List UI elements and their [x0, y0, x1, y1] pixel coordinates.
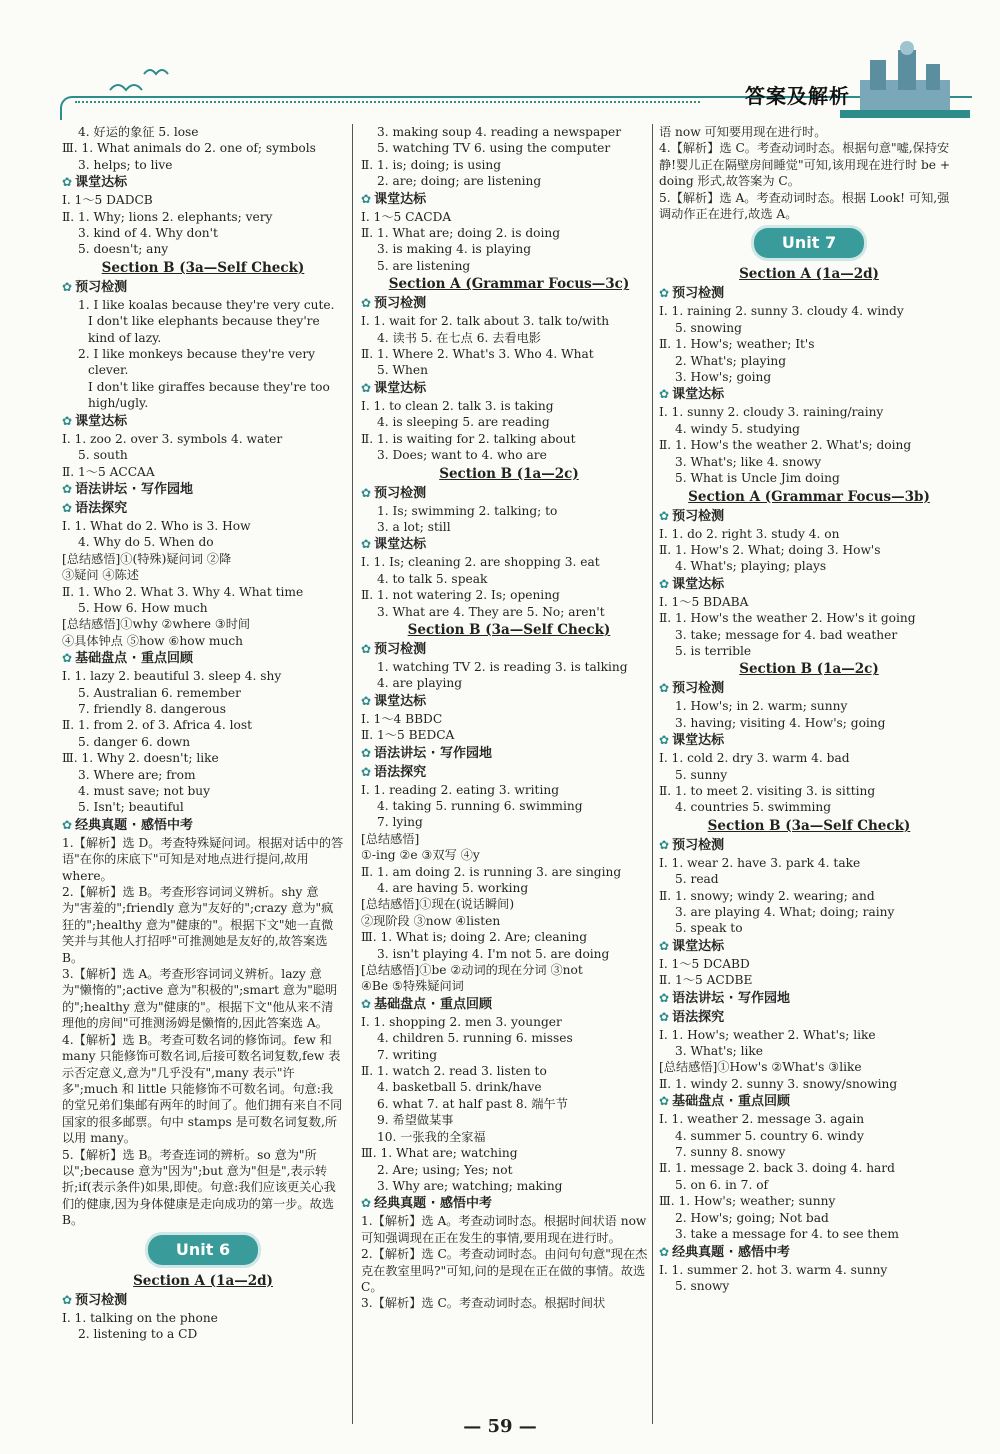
section-heading: Section B (3a—Self Check)	[707, 817, 911, 834]
answer-line: Ⅱ. 1. is; doing; is using	[361, 157, 502, 172]
explanation-paragraph: 3.【解析】选 C。考查动词时态。根据时间状	[361, 1296, 606, 1311]
answer-line: Ⅰ. 1. do 2. right 3. study 4. on	[659, 526, 840, 541]
answer-line: [总结感悟]①(特殊)疑问词 ②降	[62, 551, 232, 566]
answer-line: Ⅰ. 1. wear 2. have 3. park 4. take	[659, 855, 861, 870]
section-heading: Section B (3a—Self Check)	[407, 621, 611, 638]
answer-line: 5. is terrible	[675, 643, 752, 658]
section-heading: Section B (1a—2c)	[439, 465, 579, 482]
section-label-text: 预习检测	[672, 681, 725, 697]
answer-line: 3. having; visiting 4. How's; going	[675, 715, 886, 730]
column-middle	[352, 124, 657, 1424]
section-heading: Section A (1a—2d)	[739, 266, 879, 283]
answer-line: Ⅰ. 1～5 DCABD	[659, 956, 750, 971]
answer-line: 5. danger 6. down	[78, 734, 191, 749]
flower-icon: ✿	[361, 485, 372, 500]
answer-line: [总结感悟]①why ②where ③时间	[62, 617, 251, 632]
answer-line: 7. lying	[377, 815, 423, 830]
answer-line: 4. to talk 5. speak	[377, 571, 488, 586]
answer-line: 5. are listening	[377, 258, 471, 273]
answer-line: Ⅲ. 1. What animals do 2. one of; symbols	[62, 141, 316, 156]
section-label-text: 课堂达标	[374, 380, 427, 396]
answer-line: 7. friendly 8. dangerous	[78, 701, 226, 716]
section-label-text: 预习检测	[672, 837, 725, 853]
section-label	[62, 1291, 344, 1310]
answer-line: 3. making soup 4. reading a newspaper	[377, 125, 622, 139]
answer-line: ③疑问 ④陈述	[62, 568, 139, 583]
answer-line: 5. south	[78, 448, 128, 463]
answer-line: ④Be ⑤特殊疑问词	[361, 979, 464, 994]
section-label-text: 预习检测	[374, 641, 427, 657]
section-label	[361, 484, 657, 503]
answer-line: 4. windy 5. studying	[675, 421, 800, 436]
section-label-text: 语法探究	[672, 1009, 725, 1025]
section-label	[361, 692, 657, 711]
answer-line: Ⅱ. 1. from 2. of 3. Africa 4. lost	[62, 718, 253, 733]
answer-line: 2. What's; playing	[675, 353, 787, 368]
answer-line: 5. Isn't; beautiful	[78, 800, 184, 815]
section-label-text: 经典真题 · 感悟中考	[672, 1244, 791, 1260]
flower-icon: ✿	[62, 1292, 73, 1307]
column-right	[652, 124, 959, 1424]
explanation-paragraph: 1.【解析】选 A。考查动词时态。根据时间状语 now 可知强调现在正在发生的事情,要用现在进行时。	[361, 1214, 647, 1245]
answer-line: 3. What's; like 4. snowy	[675, 454, 822, 469]
answer-line: 1. How's; in 2. warm; sunny	[675, 699, 848, 714]
flower-icon: ✿	[659, 938, 670, 953]
answer-line: Ⅰ. 1～5 DADCB	[62, 193, 153, 208]
answer-line: Ⅱ. 1. How's the weather 2. How's it going	[659, 611, 916, 626]
answer-line: 5. snowing	[675, 320, 742, 335]
answer-line: Ⅰ. 1. weather 2. message 3. again	[659, 1112, 865, 1127]
answer-line: Ⅱ. 1. to meet 2. visiting 3. is sitting	[659, 783, 876, 798]
answer-line: clever.	[88, 363, 129, 378]
answer-line: kind of lazy.	[88, 330, 162, 345]
section-label-text: 预习检测	[75, 1292, 128, 1308]
section-label-text: 课堂达标	[374, 693, 427, 709]
answer-line: Ⅱ. 1. Who 2. What 3. Why 4. What time	[62, 584, 304, 599]
flower-icon: ✿	[659, 681, 670, 696]
section-label	[361, 995, 657, 1014]
unit-heading: Unit 7	[754, 228, 864, 258]
answer-line: 5. sunny	[675, 767, 728, 782]
answer-line: 2. listening to a CD	[78, 1326, 198, 1341]
section-label-text: 语法讲坛 · 写作园地	[672, 990, 791, 1006]
answer-line: ②现阶段 ③now ④listen	[361, 913, 501, 928]
birds-icon	[100, 60, 180, 100]
answer-line: Ⅰ. 1. cold 2. dry 3. warm 4. bad	[659, 751, 850, 766]
answer-line: Ⅱ. 1～5 ACDBE	[659, 973, 753, 988]
section-label	[62, 278, 344, 297]
answer-line: 4. is sleeping 5. are reading	[377, 415, 550, 430]
flower-icon: ✿	[659, 508, 670, 523]
answer-line: [总结感悟]	[361, 831, 420, 846]
explanation-paragraph: 1.【解析】选 D。考查特殊疑问词。根据对话中的答语"在你的床底下"可知是对地点进行提问,故用 where。	[62, 835, 344, 883]
answer-line: 3. isn't playing 4. I'm not 5. are doing	[377, 946, 610, 961]
answer-line: 4. summer 5. country 6. windy	[675, 1128, 864, 1143]
section-label	[62, 412, 344, 431]
answer-line: Ⅰ. 1. to clean 2. talk 3. is taking	[361, 398, 554, 413]
answer-line: Ⅱ. 1. watch 2. read 3. listen to	[361, 1064, 547, 1079]
flower-icon: ✿	[62, 817, 73, 832]
answer-line: 4. are having 5. working	[377, 881, 529, 895]
page-title: 答案及解析	[745, 84, 850, 108]
answer-line: [总结感悟]①How's ②What's ③like	[659, 1060, 862, 1075]
flower-icon: ✿	[659, 990, 670, 1005]
answer-line: 2. Are; using; Yes; not	[377, 1162, 513, 1177]
flower-icon: ✿	[62, 500, 73, 515]
answer-line: Ⅰ. 1. zoo 2. over 3. symbols 4. water	[62, 431, 283, 446]
section-label	[659, 836, 959, 855]
flower-icon: ✿	[659, 733, 670, 748]
section-label	[659, 679, 959, 698]
page-number: — 59 —	[463, 1416, 537, 1437]
flower-icon: ✿	[659, 576, 670, 591]
answer-line: Ⅱ. 1～5 BEDCA	[361, 728, 455, 743]
answer-line: 3. a lot; still	[377, 519, 451, 534]
section-heading: Section A (1a—2d)	[133, 1272, 273, 1289]
answer-line: Ⅱ. 1. is waiting for 2. talking about	[361, 431, 576, 446]
section-label-text: 预习检测	[374, 296, 427, 312]
answer-line: 10. 一张我的全家福	[377, 1129, 486, 1144]
answer-line: 5. snowy	[675, 1278, 730, 1293]
answer-line: Ⅰ. 1. talking on the phone	[62, 1310, 218, 1325]
section-heading: Section B (3a—Self Check)	[101, 259, 305, 276]
answer-line: Ⅲ. 1. How's; weather; sunny	[659, 1194, 836, 1209]
answer-line: Ⅱ. 1. How's the weather 2. What's; doing	[659, 438, 912, 453]
answer-line: Ⅰ. 1. What do 2. Who is 3. How	[62, 518, 251, 533]
section-label-text: 课堂达标	[672, 733, 725, 749]
answer-line: ④具体钟点 ⑤how ⑥how much	[62, 633, 243, 648]
section-label	[659, 1008, 959, 1027]
explanation-paragraph: 2.【解析】选 C。考查动词时态。由问句句意"现在杰克在教室里吗?"可知,问的是现在正在做的事情。故选 C。	[361, 1247, 648, 1294]
answer-line: Ⅱ. 1. What are; doing 2. is doing	[361, 226, 561, 241]
answer-line: 1. I like koalas because they're very cute.	[78, 297, 335, 312]
answer-line: 6. what 7. at half past 8. 端午节	[377, 1096, 568, 1111]
unit-heading: Unit 6	[148, 1235, 258, 1265]
answer-line: ①-ing ②e ③双写 ④y	[361, 848, 480, 863]
answer-line: 5. read	[675, 872, 719, 887]
answer-line: 5. on 6. in 7. of	[675, 1177, 769, 1192]
answer-line: Ⅰ. 1. reading 2. eating 3. writing	[361, 782, 559, 797]
section-label-text: 基础盘点 · 重点回顾	[672, 1094, 791, 1110]
answer-line: Ⅰ. 1. summer 2. hot 3. warm 4. sunny	[659, 1262, 888, 1277]
answer-line: 3. is making 4. is playing	[377, 242, 532, 257]
answer-line: Ⅲ. 1. Why 2. doesn't; like	[62, 751, 219, 766]
answer-line: 2. are; doing; are listening	[377, 174, 542, 189]
answer-line: 4. are playing	[377, 676, 463, 691]
flower-icon: ✿	[62, 651, 73, 666]
answer-line: [总结感悟]①be ②动词的现在分词 ③not	[361, 963, 583, 978]
answer-line: I don't like elephants because they're	[88, 314, 320, 329]
explanation-paragraph: 5.【解析】选 B。考查连词的辨析。so 意为"所以";because 意为"因为";but 意为"但是",表示转折;if(表示条件)如果,即使。句意:我们应该更关心我们的健康,因为身体健康是走向成功的第一步。故选 B。	[62, 1147, 336, 1228]
section-label	[62, 649, 344, 668]
column-left	[62, 124, 344, 1342]
section-label-text: 课堂达标	[75, 413, 128, 429]
section-label	[361, 294, 657, 313]
flower-icon: ✿	[361, 764, 372, 779]
section-label-text: 课堂达标	[672, 938, 725, 954]
answer-line: 2. How's; going; Not bad	[675, 1210, 829, 1225]
explanation-paragraph: 4.【解析】选 C。考查动词时态。根据句意"嘘,保持安静!婴儿正在隔壁房间睡觉"可知,该用现在进行时 be + doing 形式,故答案为 C。	[659, 141, 951, 189]
answer-line: Ⅰ. 1. raining 2. sunny 3. cloudy 4. windy	[659, 304, 904, 319]
section-label-text: 语法探究	[75, 500, 128, 516]
section-label-text: 课堂达标	[75, 175, 128, 191]
answer-line: Ⅱ. 1. snowy; windy 2. wearing; and	[659, 888, 875, 903]
answer-line: 4. basketball 5. drink/have	[377, 1080, 542, 1095]
explanation-paragraph: 5.【解析】选 A。考查动词时态。根据 Look! 可知,强调动作正在进行,故选 A。	[659, 190, 950, 222]
section-label-text: 语法讲坛 · 写作园地	[374, 745, 493, 761]
section-label	[62, 816, 344, 835]
answer-line: Ⅱ. 1. How's 2. What; doing 3. How's	[659, 542, 881, 557]
section-label	[361, 379, 657, 398]
answer-line: Ⅰ. 1～5 BDABA	[659, 594, 749, 609]
flower-icon: ✿	[62, 413, 73, 428]
answer-line: Ⅰ. 1～4 BBDC	[361, 711, 443, 726]
explanation-paragraph: 2.【解析】选 B。考查形容词词义辨析。shy 意为"害羞的";friendly 意为"友好的";crazy 意为"疯狂的";healthy 意为"健康的"。根据下文"她一直微笑并与其他人打招呼"可推测她是友好的,故答案选 B。	[62, 885, 334, 965]
flower-icon: ✿	[361, 641, 372, 656]
flower-icon: ✿	[659, 286, 670, 301]
flower-icon: ✿	[361, 537, 372, 552]
flower-icon: ✿	[659, 837, 670, 852]
flower-icon: ✿	[659, 1009, 670, 1024]
flower-icon: ✿	[361, 191, 372, 206]
answer-line: 7. sunny 8. snowy	[675, 1145, 786, 1160]
section-label	[62, 480, 344, 499]
section-label	[62, 173, 344, 192]
section-label-text: 经典真题 · 感悟中考	[75, 817, 194, 833]
answer-line: Ⅱ. 1. message 2. back 3. doing 4. hard	[659, 1161, 895, 1176]
answer-line: [总结感悟]①现在(说话瞬间)	[361, 897, 515, 912]
section-label	[361, 640, 657, 659]
answer-line: Ⅰ. 1. How's; weather 2. What's; like	[659, 1027, 876, 1042]
answer-line: 7. writing	[377, 1047, 438, 1062]
answer-line: 3. take a message for 4. to see them	[675, 1227, 899, 1242]
section-label	[361, 535, 657, 554]
answer-line: 3. Does; want to 4. who are	[377, 448, 547, 463]
answer-line: Ⅱ. 1. not watering 2. Is; opening	[361, 588, 560, 603]
answer-line: 3. take; message for 4. bad weather	[675, 627, 898, 642]
answer-line: 3. Where are; from	[78, 767, 196, 782]
flower-icon: ✿	[361, 996, 372, 1011]
castle-illustration-icon	[840, 40, 970, 118]
answer-line: I don't like giraffes because they're too	[88, 379, 330, 394]
section-label-text: 预习检测	[374, 485, 427, 501]
answer-line: 3. helps; to live	[78, 157, 173, 172]
answer-line: 1. watching TV 2. is reading 3. is talking	[377, 659, 628, 674]
section-label	[361, 763, 657, 782]
answer-line: 9. 希望做某事	[377, 1113, 454, 1128]
answer-line: 4. taking 5. running 6. swimming	[377, 798, 583, 813]
answer-line: 4. must save; not buy	[78, 784, 211, 798]
answer-line: Ⅱ. 1～5 ACCAA	[62, 464, 155, 479]
section-label-text: 预习检测	[672, 508, 725, 524]
section-heading: Section A (Grammar Focus—3b)	[688, 488, 930, 505]
flower-icon: ✿	[62, 175, 73, 190]
flower-icon: ✿	[361, 380, 372, 395]
answer-line: 3. What's; like	[675, 1044, 764, 1059]
section-label	[659, 731, 959, 750]
flower-icon: ✿	[659, 1244, 670, 1259]
section-label	[659, 1243, 959, 1262]
section-label	[659, 385, 959, 404]
answer-line: 3. What are 4. They are 5. No; aren't	[377, 604, 605, 619]
answer-line: Ⅱ. 1. am doing 2. is running 3. are singing	[361, 864, 622, 879]
flower-icon: ✿	[659, 1094, 670, 1109]
answer-line: 3. kind of 4. Why don't	[78, 226, 218, 241]
answer-line: 1. Is; swimming 2. talking; to	[377, 503, 558, 518]
section-label-text: 基础盘点 · 重点回顾	[75, 651, 194, 667]
answer-line: 5. How 6. How much	[78, 600, 208, 615]
answer-line: 3. are playing 4. What; doing; rainy	[675, 905, 895, 919]
header-dotted-line	[75, 101, 700, 105]
answer-line: 5. Australian 6. remember	[78, 685, 241, 700]
answer-line: high/ugly.	[88, 396, 149, 411]
answer-line: 3. How's; going	[675, 370, 772, 385]
flower-icon: ✿	[361, 296, 372, 311]
section-label-text: 语法讲坛 · 写作园地	[75, 481, 194, 497]
section-heading: Section B (1a—2c)	[739, 661, 879, 678]
answer-line: 5. watching TV 6. using the computer	[377, 141, 611, 156]
answer-line: Ⅱ. 1. Where 2. What's 3. Who 4. What	[361, 347, 594, 362]
answer-line: Ⅰ. 1. lazy 2. beautiful 3. sleep 4. shy	[62, 669, 282, 684]
section-label-text: 经典真题 · 感悟中考	[374, 1196, 493, 1212]
answer-line: 4. countries 5. swimming	[675, 800, 832, 815]
section-label-text: 课堂达标	[672, 387, 725, 403]
answer-line: Ⅰ. 1. Is; cleaning 2. are shopping 3. eat	[361, 555, 600, 570]
answer-line: Ⅲ. 1. What are; watching	[361, 1146, 518, 1161]
flower-icon: ✿	[361, 745, 372, 760]
answer-line: Ⅰ. 1. wait for 2. talk about 3. talk to/with	[361, 314, 610, 329]
answer-line: 5. speak to	[675, 921, 743, 936]
flower-icon: ✿	[361, 693, 372, 708]
explanation-paragraph: 4.【解析】选 B。考查可数名词的修饰词。few 和 many 只能修饰可数名词,后接可数名词复数,few 表示否定意义,意为"几乎没有",many 表示"许多";much 和 little 只能修饰不可数名词。句意:我的堂兄弟们集邮有两年的时间了。他们拥有来自不同国家的很多邮票。句中 stamps 是可数名词复数,所以用 many。	[62, 1032, 343, 1146]
section-label	[659, 989, 959, 1008]
answer-line: 5. doesn't; any	[78, 242, 169, 257]
section-label-text: 课堂达标	[672, 576, 725, 592]
section-label	[659, 575, 959, 594]
answer-line: 语 now 可知要用现在进行时。	[659, 125, 827, 139]
answer-line: 4. What's; playing; plays	[675, 559, 827, 574]
answer-line: Ⅱ. 1. Why; lions 2. elephants; very	[62, 209, 273, 224]
flower-icon: ✿	[62, 279, 73, 294]
answer-line: Ⅱ. 1. How's; weather; It's	[659, 337, 815, 352]
section-label	[659, 1092, 959, 1111]
section-label	[659, 284, 959, 303]
answer-line: 3. Why are; watching; making	[377, 1178, 563, 1193]
answer-line: 5. What is Uncle Jim doing	[675, 471, 840, 486]
section-label	[659, 937, 959, 956]
answer-line: Ⅲ. 1. What is; doing 2. Are; cleaning	[361, 930, 588, 945]
flower-icon: ✿	[62, 481, 73, 496]
answer-line: Ⅰ. 1. shopping 2. men 3. younger	[361, 1014, 562, 1029]
answer-line: 2. I like monkeys because they're very	[78, 347, 316, 362]
section-label	[659, 507, 959, 526]
explanation-paragraph: 3.【解析】选 A。考查形容词词义辨析。lazy 意为"懒惰的";active 意为"积极的";smart 意为"聪明的";healthy 意为"健康的"。根据下文"他从来不清理他的房间"可推测汤姆是懒惰的,因此答案选 A。	[62, 967, 338, 1031]
section-label	[361, 190, 657, 209]
section-label-text: 语法探究	[374, 764, 427, 780]
section-label	[62, 499, 344, 518]
page-header	[0, 0, 1000, 120]
answer-line: 4. 读书 5. 在七点 6. 去看电影	[377, 330, 541, 345]
answer-line: Ⅰ. 1～5 CACDA	[361, 209, 452, 224]
section-label-text: 预习检测	[672, 286, 725, 302]
section-label	[361, 1194, 657, 1213]
flower-icon: ✿	[659, 387, 670, 402]
section-label-text: 课堂达标	[374, 537, 427, 553]
answer-line: Ⅰ. 1. sunny 2. cloudy 3. raining/rainy	[659, 405, 884, 420]
section-label-text: 预习检测	[75, 279, 128, 295]
answer-line: Ⅱ. 1. windy 2. sunny 3. snowy/snowing	[659, 1076, 898, 1091]
answer-line: 5. When	[377, 363, 428, 378]
section-heading: Section A (Grammar Focus—3c)	[388, 276, 630, 293]
section-label-text: 课堂达标	[374, 191, 427, 207]
answer-line: 4. 好运的象征 5. lose	[78, 125, 199, 139]
section-label-text: 基础盘点 · 重点回顾	[374, 996, 493, 1012]
flower-icon: ✿	[361, 1196, 372, 1211]
answer-line: 4. children 5. running 6. misses	[377, 1031, 573, 1046]
answer-line: 4. Why do 5. When do	[78, 535, 214, 550]
section-label	[361, 744, 657, 763]
